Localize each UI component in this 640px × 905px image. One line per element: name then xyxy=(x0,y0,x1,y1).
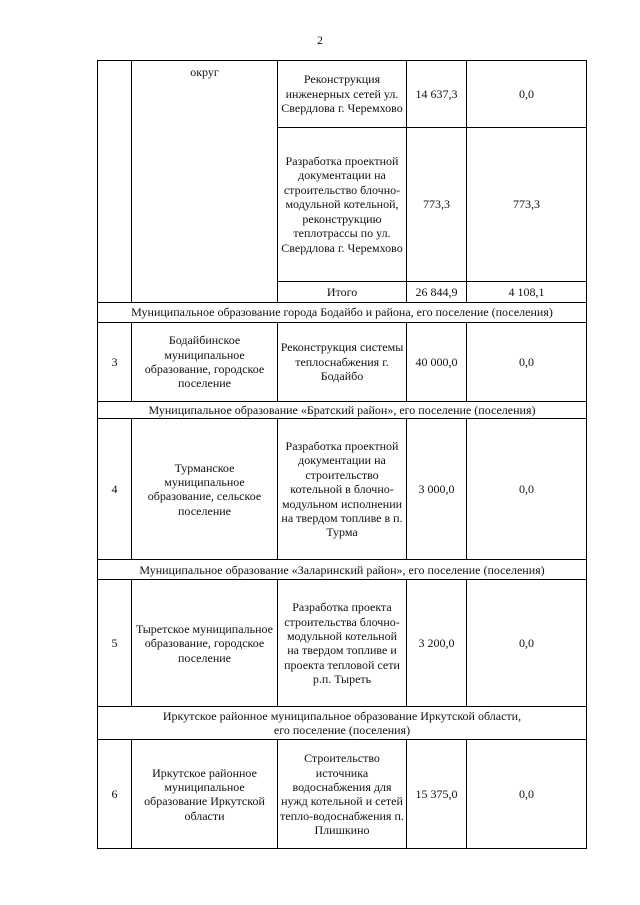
section-header-cell xyxy=(98,707,587,740)
row-number: 3 xyxy=(111,354,118,369)
description-text: Разработка проекта строительства блочно-модульной котельной на твердом топливе и проекта тепловой сети р.п. Тыреть xyxy=(284,600,400,687)
description-cell xyxy=(278,740,407,849)
section-header-cell xyxy=(98,560,587,580)
municipality-cell xyxy=(132,61,278,303)
table-row xyxy=(98,580,587,707)
amount-cell xyxy=(407,128,467,282)
description-text: Разработка проектной документации на строительство блочно-модульной котельной, реконструкцию теплотрассы по ул. Свердлова г. Черемхово xyxy=(281,154,403,255)
amount-text: 3 000,0 xyxy=(418,482,455,497)
section-title: его поселение (поселения) xyxy=(273,723,411,738)
subsidy-table xyxy=(97,60,587,849)
row-number-cell xyxy=(98,323,132,402)
municipality-cell xyxy=(132,323,278,402)
description-cell xyxy=(278,419,407,560)
description-cell xyxy=(278,323,407,402)
section-header-row xyxy=(98,303,587,323)
description-cell xyxy=(278,580,407,707)
total-amount-cell xyxy=(407,282,467,303)
description-text: Реконструкция инженерных сетей ул. Свердлова г. Черемхово xyxy=(281,72,403,116)
municipality-cell xyxy=(132,419,278,560)
row-number-cell xyxy=(98,419,132,560)
amount-cell xyxy=(407,419,467,560)
municipality-cell xyxy=(132,740,278,849)
amount-cell xyxy=(407,323,467,402)
section-header-cell xyxy=(98,402,587,419)
amount-cell xyxy=(467,580,587,707)
section-title: Иркутское районное муниципальное образование Иркутской области, xyxy=(162,709,522,723)
description-text: Разработка проектной документации на строительство котельной в блочно-модульном исполнении на твердом топливе в п. Турма xyxy=(281,438,403,540)
total-amount-cell xyxy=(467,282,587,303)
table-row xyxy=(98,419,587,560)
amount-cell xyxy=(467,740,587,849)
amount-text: 40 000,0 xyxy=(415,354,458,369)
row-number-cell xyxy=(98,580,132,707)
amount-text: 0,0 xyxy=(519,482,534,497)
amount-text: 3 200,0 xyxy=(418,636,455,651)
amount-text: 0,0 xyxy=(519,354,534,369)
municipality-cell xyxy=(132,580,278,707)
total-amount: 4 108,1 xyxy=(508,284,545,299)
amount-text: 773,3 xyxy=(423,197,450,212)
amount-cell xyxy=(407,740,467,849)
section-title: Муниципальное образование «Братский район», его поселение (поселения) xyxy=(148,403,536,417)
amount-text: 0,0 xyxy=(519,86,534,101)
amount-cell xyxy=(407,580,467,707)
table-row xyxy=(98,323,587,402)
row-number: 6 xyxy=(111,787,118,802)
municipality-text: Иркутское районное муниципальное образование Иркутской области xyxy=(144,765,265,823)
row-number: 5 xyxy=(111,636,118,651)
row-number-cell xyxy=(98,61,132,303)
amount-text: 0,0 xyxy=(519,636,534,651)
amount-text: 0,0 xyxy=(519,787,534,802)
municipality-text: Бодайбинское муниципальное образование, городское поселение xyxy=(144,333,265,391)
total-label-cell xyxy=(278,282,407,303)
table-row xyxy=(98,61,587,128)
amount-cell xyxy=(467,323,587,402)
section-header-cell xyxy=(98,303,587,323)
municipality-text: округ xyxy=(190,65,219,79)
description-cell xyxy=(278,128,407,282)
municipality-text: Тыретское муниципальное образование, городское поселение xyxy=(135,621,274,665)
amount-cell xyxy=(407,61,467,128)
amount-cell xyxy=(467,61,587,128)
row-number: 4 xyxy=(111,482,118,497)
description-text: Строительство источника водоснабжения для нужд котельной и сетей тепло-водоснабжения п. Плишкино xyxy=(280,751,404,838)
amount-text: 773,3 xyxy=(513,197,540,212)
municipality-text: Турманское муниципальное образование, сельское поселение xyxy=(147,460,262,518)
row-number-cell xyxy=(98,740,132,849)
section-title: Муниципальное образование «Заларинский район», его поселение (поселения) xyxy=(139,562,545,577)
total-label: Итого xyxy=(326,284,358,299)
amount-cell xyxy=(467,128,587,282)
section-header-row xyxy=(98,402,587,419)
section-header-row xyxy=(98,707,587,740)
amount-cell xyxy=(467,419,587,560)
amount-text: 15 375,0 xyxy=(415,787,458,802)
description-text: Реконструкция системы теплоснабжения г. Бодайбо xyxy=(280,340,404,384)
amount-text: 14 637,3 xyxy=(415,86,458,101)
section-title: Муниципальное образование города Бодайбо и района, его поселение (поселения) xyxy=(131,305,553,320)
section-header-row xyxy=(98,560,587,580)
page-number: 2 xyxy=(317,33,323,47)
total-amount: 26 844,9 xyxy=(415,284,458,299)
description-cell xyxy=(278,61,407,128)
table-row xyxy=(98,740,587,849)
